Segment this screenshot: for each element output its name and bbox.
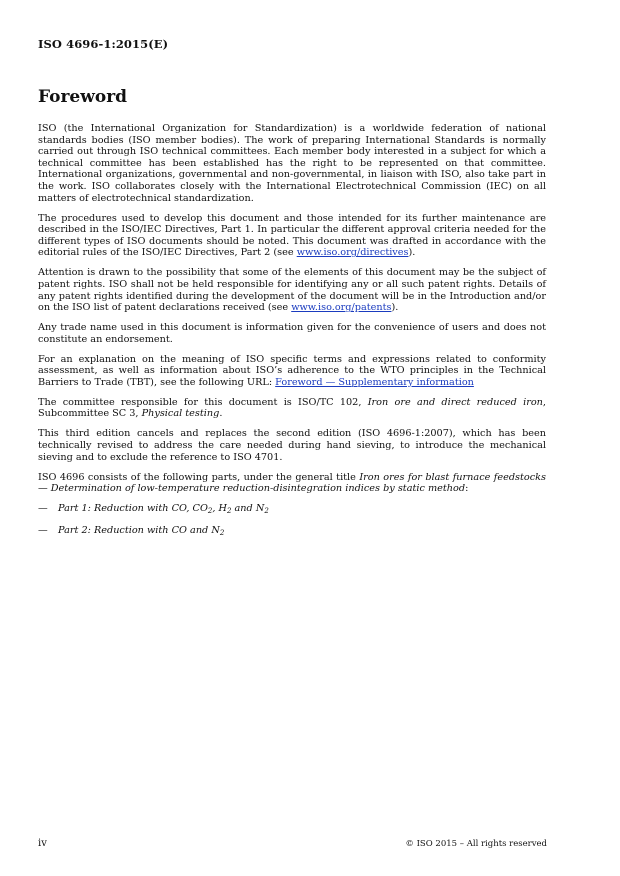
subscript: 2	[207, 507, 213, 516]
part-1-title	[58, 503, 269, 514]
foreword-body	[38, 123, 546, 547]
part-2-title	[58, 525, 224, 536]
paragraph-procedures	[38, 213, 546, 259]
subscript: 2	[226, 507, 232, 516]
part-1-text-b: , H	[212, 503, 227, 515]
general-title: Iron ores for blast furnace feedstocks — Determination of low-temperature reduction-disintegration indices by static method	[38, 471, 546, 495]
list-item-part-2	[38, 525, 546, 537]
dash-bullet: —	[38, 503, 48, 515]
paragraph-iso-intro: ISO (the International Organization for Standardization) is a worldwide federation of national standards bodies (ISO member bodies). The work of preparing International Standards is normally carried out through ISO technical committees. Each member body interested in a subject for which a technical committee has been established has the right to be represented on that committee. International organizations, governmental and non-governmental, in liaison with ISO, also take part in the work. ISO collaborates closely with the International Electrotechnical Commission (IEC) on all matters of electrotechnical standardization.	[38, 123, 546, 204]
committee-title: Iron ore and direct reduced iron	[367, 396, 543, 408]
paragraph-text: Attention is drawn to the possibility that some of the elements of this document may be the subject of patent rights. ISO shall not be held responsible for identifying any or all such patent rights. Details of any patent rights identified during the development of the document will be in the Introduction and/or on the ISO list of patent declarations received (see	[38, 267, 546, 314]
paragraph-text-end: ).	[408, 247, 416, 259]
dash-bullet: —	[38, 525, 48, 537]
paragraph-committee	[38, 397, 546, 420]
document-id-header: ISO 4696-1:2015(E)	[38, 37, 169, 51]
directives-link[interactable]: www.iso.org/directives	[296, 247, 409, 259]
paragraph-text: The procedures used to develop this document and those intended for its further maintenance are described in the ISO/IEC Directives, Part 1. In particular the different approval criteria needed for the different types of ISO documents should be noted. This document was drafted in accordance with the editorial rules of the ISO/IEC Directives, Part 2 (see	[38, 212, 546, 259]
paragraph-text: For an explanation on the meaning of ISO specific terms and expressions related to conformity assessment, as well as information about ISO’s adherence to the WTO principles in the Technical Barriers to Trade (TBT), see the following URL:	[38, 353, 546, 388]
subscript: 2	[264, 507, 269, 516]
part-2-text-a: Part 2: Reduction with CO and N	[58, 525, 220, 537]
patents-link[interactable]: www.iso.org/patents	[291, 302, 392, 314]
copyright-notice: © ISO 2015 – All rights reserved	[405, 839, 547, 849]
paragraph-text: ISO 4696 consists of the following parts, under the general title	[38, 471, 360, 483]
paragraph-trade-name: Any trade name used in this document is information given for the convenience of users and does not constitute an endorsement.	[38, 322, 546, 345]
paragraph-parts	[38, 472, 546, 495]
paragraph-text-mid: , Subcommittee SC 3,	[38, 396, 546, 420]
paragraph-conformity	[38, 354, 546, 389]
page-title: Foreword	[38, 87, 128, 107]
paragraph-text: The committee responsible for this document is ISO/TC 102,	[38, 396, 368, 408]
part-1-text-a: Part 1: Reduction with CO, CO	[58, 503, 208, 515]
subcommittee-title: Physical testing	[141, 408, 220, 420]
subscript: 2	[219, 529, 225, 538]
page-number: iv	[38, 838, 47, 849]
paragraph-text-end: :	[465, 483, 469, 495]
paragraph-edition: This third edition cancels and replaces the second edition (ISO 4696-1:2007), which has been technically revised to address the care needed during hand sieving, to introduce the mechanical sieving and to exclude the reference to ISO 4701.	[38, 428, 546, 463]
supplementary-info-link[interactable]: Foreword — Supplementary information	[275, 376, 474, 388]
paragraph-text-end: ).	[391, 302, 399, 314]
paragraph-text-end: .	[219, 408, 223, 420]
list-item-part-1	[38, 503, 546, 515]
part-1-text-c: and N	[231, 503, 265, 515]
paragraph-patents	[38, 267, 546, 313]
